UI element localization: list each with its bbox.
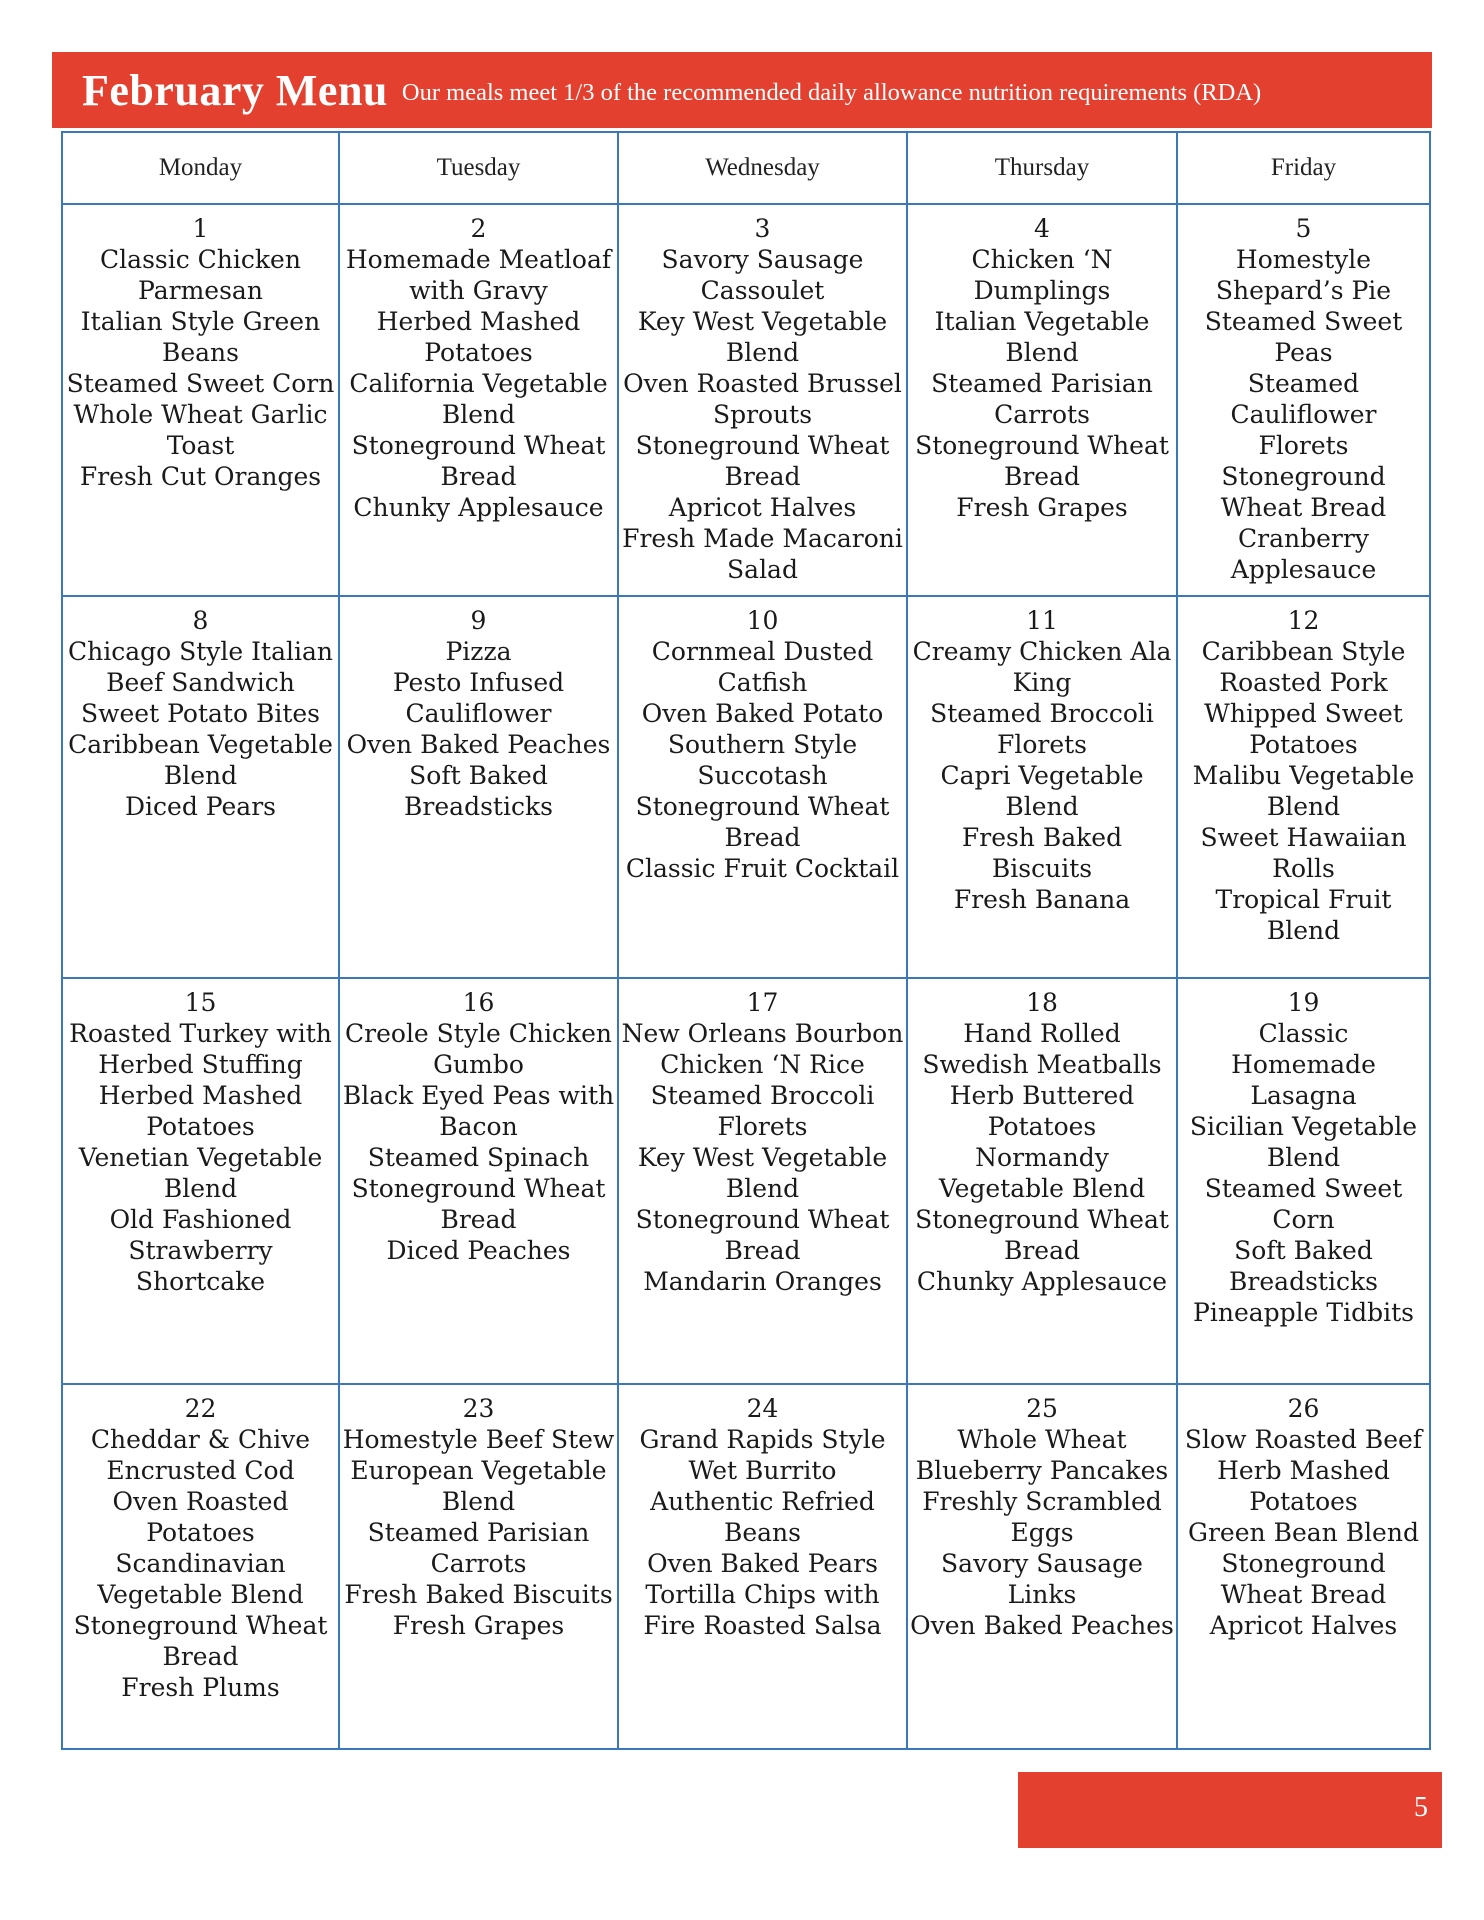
menu-item: Classic Chicken	[100, 245, 301, 274]
menu-day-cell	[62, 978, 339, 1384]
menu-item: Steamed Spinach	[367, 1143, 590, 1172]
menu-item: Sweet Hawaiian	[1200, 823, 1407, 852]
menu-day-cell	[618, 596, 907, 978]
weekday-header: Monday	[62, 132, 339, 204]
day-number: 11	[1026, 606, 1058, 635]
menu-item: Whipped Sweet	[1204, 699, 1403, 728]
menu-day-cell	[339, 1384, 618, 1749]
menu-item: Catfish	[717, 668, 808, 697]
menu-item: Wheat Bread	[1220, 493, 1387, 522]
menu-day-cell	[339, 204, 618, 596]
menu-item: Creamy Chicken Ala	[912, 637, 1172, 666]
menu-item: Steamed	[1247, 369, 1360, 398]
menu-item: Caribbean Style	[1201, 637, 1406, 666]
menu-item: Cornmeal Dusted	[651, 637, 874, 666]
menu-item: Blend	[163, 761, 238, 790]
menu-item: Potatoes	[987, 1112, 1097, 1141]
weekday-header: Wednesday	[618, 132, 907, 204]
menu-item: Bread	[724, 823, 801, 852]
menu-item: Swedish Meatballs	[922, 1050, 1162, 1079]
menu-item: Tropical Fruit	[1215, 885, 1392, 914]
menu-item: Cranberry	[1238, 524, 1369, 553]
menu-item: Florets	[996, 730, 1087, 759]
menu-item: Applesauce	[1230, 555, 1377, 584]
menu-item: Vegetable Blend	[938, 1174, 1146, 1203]
menu-day-cell	[618, 978, 907, 1384]
menu-day-cell	[618, 204, 907, 596]
menu-item: Oven Baked Peaches	[346, 730, 611, 759]
menu-item: Bread	[1003, 462, 1081, 491]
menu-day-cell	[1177, 978, 1430, 1384]
menu-item: Cheddar & Chive	[90, 1425, 311, 1454]
menu-item: Succotash	[697, 761, 828, 790]
day-number: 10	[746, 606, 779, 635]
menu-item: Mandarin Oranges	[643, 1267, 882, 1296]
menu-item: Sicilian Vegetable	[1189, 1112, 1418, 1141]
menu-day-cell	[1177, 204, 1430, 596]
menu-item: Southern Style	[667, 730, 858, 759]
day-number: 12	[1287, 606, 1320, 635]
menu-item: Pineapple Tidbits	[1193, 1298, 1414, 1327]
menu-week-row	[62, 978, 1430, 1384]
menu-item: Creole Style Chicken	[345, 1019, 612, 1048]
menu-day-cell	[339, 596, 618, 978]
menu-item: Chunky Applesauce	[916, 1267, 1168, 1296]
menu-item: Stoneground Wheat	[635, 431, 890, 460]
menu-item: Links	[1007, 1580, 1077, 1609]
menu-day-cell	[1177, 1384, 1430, 1749]
menu-item: Carrots	[430, 1549, 527, 1578]
menu-item: Italian Vegetable	[934, 307, 1150, 336]
menu-item: Blend	[725, 338, 800, 367]
menu-item: Lasagna	[1250, 1081, 1357, 1110]
menu-item: Stoneground Wheat	[351, 431, 606, 460]
menu-item: Fire Roasted Salsa	[643, 1611, 882, 1640]
menu-item: Stoneground Wheat	[915, 1205, 1169, 1234]
menu-item: Scandinavian	[115, 1549, 286, 1578]
menu-item: Potatoes	[424, 338, 533, 367]
menu-item: Blend	[1005, 338, 1079, 367]
menu-item: Savory Sausage	[941, 1549, 1143, 1578]
menu-day-cell	[1177, 596, 1430, 978]
menu-item: Sprouts	[712, 400, 813, 429]
menu-item: Classic	[1258, 1019, 1349, 1048]
menu-item: Salad	[727, 555, 798, 584]
day-number: 17	[746, 988, 779, 1017]
menu-item: Soft Baked	[409, 761, 548, 790]
menu-item: Blend	[1266, 1143, 1341, 1172]
menu-item: King	[1012, 668, 1072, 697]
menu-item: Italian Style Green	[80, 307, 321, 336]
menu-item: Malibu Vegetable	[1192, 761, 1415, 790]
menu-item: Homemade	[1231, 1050, 1376, 1079]
menu-item: Hand Rolled	[963, 1019, 1121, 1048]
menu-item: Black Eyed Peas with	[342, 1081, 615, 1110]
menu-item: Cassoulet	[700, 276, 825, 305]
menu-item: Whole Wheat	[957, 1425, 1127, 1454]
menu-item: Beans	[723, 1518, 801, 1547]
menu-item: Normandy	[975, 1143, 1109, 1172]
menu-day-cell	[62, 596, 339, 978]
menu-item: Bread	[162, 1642, 239, 1671]
menu-item: Bacon	[439, 1112, 518, 1141]
menu-item: Wheat Bread	[1220, 1580, 1387, 1609]
menu-item: European Vegetable	[350, 1456, 607, 1485]
menu-item: Steamed Parisian	[367, 1518, 590, 1547]
menu-item: Slow Roasted Beef	[1184, 1425, 1423, 1454]
menu-item: Florets	[1258, 431, 1349, 460]
page-number: 5	[1414, 1792, 1428, 1823]
menu-item: Homemade Meatloaf	[345, 245, 612, 274]
menu-item: Roasted Pork	[1219, 668, 1388, 697]
weekday-header: Thursday	[907, 132, 1177, 204]
day-number: 22	[184, 1394, 217, 1423]
day-number: 1	[192, 214, 209, 243]
menu-item: Herbed Mashed	[98, 1081, 303, 1110]
menu-item: Apricot Halves	[668, 493, 857, 522]
menu-item: Fresh Grapes	[392, 1611, 565, 1640]
menu-item: Strawberry Shortcake	[128, 1236, 273, 1296]
menu-item: Eggs	[1010, 1518, 1074, 1547]
menu-day-cell	[618, 1384, 907, 1749]
menu-item: Blend	[725, 1174, 800, 1203]
menu-item: Beef Sandwich	[106, 668, 295, 697]
menu-day-cell	[339, 978, 618, 1384]
menu-item: Stoneground	[1221, 462, 1386, 491]
menu-item: Soft Baked	[1234, 1236, 1373, 1265]
menu-day-cell	[907, 1384, 1177, 1749]
menu-item: with Gravy	[409, 276, 548, 305]
menu-item: Freshly Scrambled	[922, 1487, 1162, 1516]
menu-item: Herbed Stuffing	[98, 1050, 303, 1079]
menu-item: Stoneground Wheat	[635, 792, 890, 821]
day-number: 18	[1026, 988, 1058, 1017]
weekday-header: Tuesday	[339, 132, 618, 204]
menu-item: Chunky Applesauce	[353, 493, 604, 522]
menu-item: Herb Mashed	[1217, 1456, 1390, 1485]
menu-item: Stoneground	[1221, 1549, 1386, 1578]
weekday-header-row	[62, 132, 1430, 204]
menu-day-cell	[907, 204, 1177, 596]
menu-item: Gumbo	[433, 1050, 524, 1079]
menu-item: Authentic Refried	[650, 1487, 875, 1516]
menu-day-cell	[907, 978, 1177, 1384]
day-number: 8	[192, 606, 209, 635]
menu-item: Apricot Halves	[1209, 1611, 1398, 1640]
menu-item: Fresh Baked Biscuits	[344, 1580, 613, 1609]
menu-week-row	[62, 204, 1430, 596]
menu-item: California Vegetable	[349, 369, 608, 398]
menu-item: Cauliflower	[1230, 400, 1377, 429]
menu-item: Blend	[441, 400, 516, 429]
menu-day-cell	[907, 596, 1177, 978]
menu-item: Rolls	[1272, 854, 1335, 883]
menu-item: Corn	[1272, 1205, 1335, 1234]
menu-calendar	[61, 131, 1431, 1750]
menu-item: Caribbean Vegetable	[68, 730, 333, 759]
menu-item: Venetian Vegetable	[78, 1143, 323, 1172]
menu-item: Fresh Baked Biscuits	[961, 823, 1123, 883]
menu-item: Toast	[166, 431, 235, 460]
menu-item: Fresh Made Macaroni	[622, 524, 903, 553]
menu-item: Blend	[1266, 916, 1341, 945]
menu-item: Chicken ‘N Rice	[660, 1050, 865, 1079]
day-number: 23	[462, 1394, 495, 1423]
menu-item: Fresh Cut Oranges	[79, 462, 322, 491]
day-number: 5	[1295, 214, 1312, 243]
day-number: 19	[1287, 988, 1320, 1017]
weekday-header: Friday	[1177, 132, 1430, 204]
menu-item: Chicken ‘N	[971, 245, 1113, 274]
menu-item: Bread	[440, 462, 517, 491]
menu-item: Potatoes	[1249, 730, 1358, 759]
menu-item: Oven Baked Potato	[641, 699, 884, 728]
day-number: 25	[1026, 1394, 1058, 1423]
menu-item: Breadsticks	[404, 792, 553, 821]
menu-item: Grand Rapids Style	[639, 1425, 886, 1454]
menu-item: Bread	[440, 1205, 517, 1234]
menu-item: Oven Baked Peaches	[910, 1611, 1174, 1640]
menu-item: Classic Fruit Cocktail	[625, 854, 900, 883]
page-title: February Menu	[82, 65, 388, 115]
menu-item: Cauliflower	[405, 699, 552, 728]
menu-item: Old Fashioned	[109, 1205, 292, 1234]
day-number: 15	[184, 988, 217, 1017]
menu-item: Beans	[161, 338, 239, 367]
menu-item: Steamed Sweet	[1204, 307, 1403, 336]
menu-item: Fresh Grapes	[956, 493, 1128, 522]
day-number: 4	[1034, 214, 1050, 243]
menu-item: Bread	[1003, 1236, 1081, 1265]
menu-item: Steamed Broccoli	[650, 1081, 875, 1110]
menu-item: Stoneground Wheat	[73, 1611, 328, 1640]
menu-item: New Orleans Bourbon	[621, 1019, 904, 1048]
menu-item: Pesto Infused	[392, 668, 565, 697]
menu-week-row	[62, 596, 1430, 978]
menu-item: Shepard’s Pie	[1215, 276, 1392, 305]
menu-item: Green Bean Blend	[1188, 1518, 1419, 1547]
menu-item: Bread	[724, 462, 801, 491]
menu-item: Herbed Mashed	[376, 307, 581, 336]
menu-item: Roasted Turkey with	[69, 1019, 332, 1048]
menu-item: Oven Baked Pears	[647, 1549, 878, 1578]
menu-item: Chicago Style Italian	[68, 637, 333, 666]
menu-item: Key West Vegetable	[637, 1143, 888, 1172]
menu-item: Fresh Banana	[953, 885, 1131, 914]
day-number: 26	[1287, 1394, 1320, 1423]
menu-item: Stoneground Wheat	[915, 431, 1169, 460]
day-number: 24	[746, 1394, 779, 1423]
menu-item: Steamed Sweet Corn	[66, 369, 335, 398]
menu-item: Homestyle	[1235, 245, 1372, 274]
menu-item: Steamed Broccoli	[930, 699, 1154, 728]
day-number: 2	[470, 214, 487, 243]
menu-item: Tortilla Chips with	[645, 1580, 880, 1609]
menu-item: Stoneground Wheat	[635, 1205, 890, 1234]
menu-item: Blend	[163, 1174, 238, 1203]
menu-item: Sweet Potato Bites	[80, 699, 320, 728]
menu-item: Herb Buttered	[949, 1081, 1135, 1110]
menu-item: Wet Burrito	[688, 1456, 837, 1485]
day-number: 16	[462, 988, 495, 1017]
footer-bar	[1018, 1772, 1442, 1848]
menu-item: Florets	[717, 1112, 808, 1141]
menu-item: Capri Vegetable	[940, 761, 1144, 790]
menu-item: Blend	[441, 1487, 516, 1516]
menu-item: Blueberry Pancakes	[915, 1456, 1169, 1485]
day-number: 3	[754, 214, 771, 243]
menu-item: Breadsticks	[1229, 1267, 1378, 1296]
page-subtitle: Our meals meet 1/3 of the recommended daily allowance nutrition requirements (RDA)	[401, 79, 1262, 106]
menu-item: Dumplings	[973, 276, 1111, 305]
menu-day-cell	[62, 1384, 339, 1749]
menu-item: Fresh Plums	[121, 1673, 280, 1702]
menu-item: Bread	[724, 1236, 801, 1265]
menu-item: Blend	[1005, 792, 1079, 821]
menu-item: Key West Vegetable	[637, 307, 888, 336]
menu-item: Parmesan	[138, 276, 263, 305]
menu-item: Peas	[1274, 338, 1333, 367]
menu-item: Oven Roasted Brussel	[623, 369, 902, 398]
menu-item: Steamed Sweet	[1204, 1174, 1403, 1203]
menu-item: Potatoes	[146, 1518, 255, 1547]
menu-item: Potatoes	[1249, 1487, 1358, 1516]
menu-item: Steamed Parisian	[931, 369, 1153, 398]
menu-item: Potatoes	[146, 1112, 255, 1141]
menu-item: Oven Roasted	[112, 1487, 289, 1516]
menu-item: Pizza	[445, 637, 512, 666]
menu-item: Diced Pears	[125, 792, 276, 821]
menu-item: Whole Wheat Garlic	[73, 400, 328, 429]
menu-item: Diced Peaches	[386, 1236, 571, 1265]
menu-item: Homestyle Beef Stew	[342, 1425, 615, 1454]
menu-item: Blend	[1266, 792, 1341, 821]
menu-item: Vegetable Blend	[97, 1580, 304, 1609]
menu-week-row	[62, 1384, 1430, 1749]
menu-day-cell	[62, 204, 339, 596]
menu-item: Carrots	[994, 400, 1090, 429]
menu-item: Encrusted Cod	[106, 1456, 295, 1485]
menu-item: Stoneground Wheat	[351, 1174, 606, 1203]
day-number: 9	[470, 606, 487, 635]
menu-item: Savory Sausage	[661, 245, 864, 274]
header-banner	[52, 52, 1432, 128]
